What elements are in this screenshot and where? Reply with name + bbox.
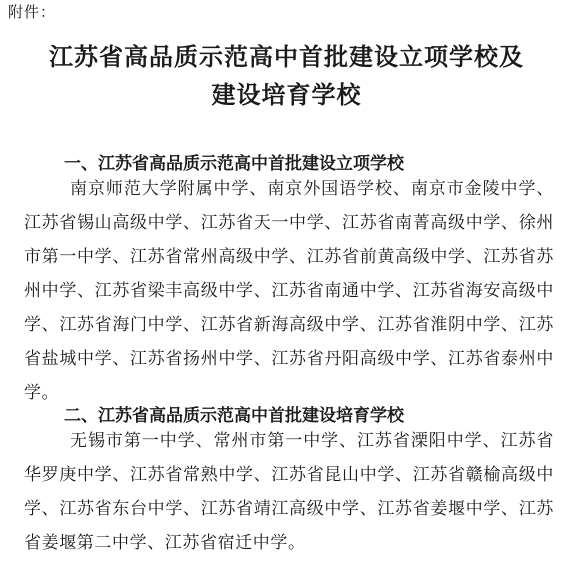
title-line-2: 建设培育学校 — [211, 80, 362, 109]
attachment-label: 附件： — [8, 3, 57, 21]
section-heading-cultivation-schools: 二、江苏省高品质示范高中首批建设培育学校 — [64, 406, 404, 426]
section-heading-approved-schools: 一、江苏省高品质示范高中首批建设立项学校 — [64, 154, 404, 174]
title-line-1: 江苏省高品质示范高中首批建设立项学校及 — [49, 42, 524, 71]
section-body-cultivation-schools: 无锡市第一中学、常州市第一中学、江苏省溧阳中学、江苏省华罗庚中学、江苏省常熟中学、江苏省昆山中学、江苏省赣榆高级中学、江苏省东台中学、江苏省靖江高级中学、江苏省姜堰中学、江苏省姜堰第二中学、江苏省宿迁中学。 — [24, 431, 554, 553]
document-title — [0, 38, 573, 114]
section-body-approved-schools: 南京师范大学附属中学、南京外国语学校、南京市金陵中学、江苏省锡山高级中学、江苏省天一中学、江苏省南菁高级中学、徐州市第一中学、江苏省常州高级中学、江苏省前黄高级中学、江苏省苏州中学、江苏省梁丰高级中学、江苏省南通中学、江苏省海安高级中学、江苏省海门中学、江苏省新海高级中学、江苏省淮阴中学、江苏省盐城中学、江苏省扬州中学、江苏省丹阳高级中学、江苏省泰州中学。 — [24, 179, 554, 403]
